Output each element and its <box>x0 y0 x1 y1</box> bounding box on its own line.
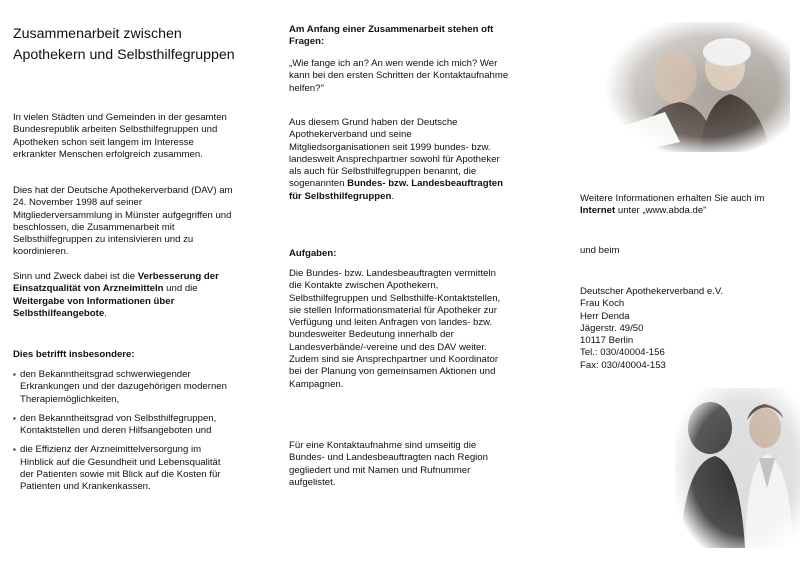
address-line: Jägerstr. 49/50 <box>580 322 644 334</box>
internet-label: Internet <box>580 205 616 217</box>
address-line: Deutscher Apothekerverband e.V. <box>580 286 724 297</box>
purpose-paragraph <box>13 271 235 320</box>
question-quote: „Wie fange ich an? An wen wende ich mich? Wer kann bei den ersten Schritten der Kontaktaufnahme helfen?" <box>289 58 509 94</box>
purpose-text-1: Sinn und Zweck dabei ist die <box>13 271 138 282</box>
page-title: Zusammenarbeit zwischen Apothekern und Selbsthilfegruppen <box>13 26 235 63</box>
reason-bold: Bundes- bzw. Landesbeauftragten für Selbsthilfegruppen <box>289 178 503 202</box>
info-paragraph <box>580 193 795 218</box>
bullet-item: ▪ die Effizienz der Arzneimittelversorgung im Hinblick auf die Gesundheit und Lebensqualität der Patienten sowie mit Blick auf die Kosten für Patienten und Krankenkassen. <box>13 444 235 493</box>
address-line: Herr Denda <box>580 310 630 322</box>
website-text: unter „www.abda.de" <box>615 205 707 217</box>
purpose-text-2: und die <box>163 283 198 295</box>
address-line: Tel.: 030/40004-156 <box>580 347 665 359</box>
address-line: 10117 Berlin <box>580 335 634 347</box>
reason-end: . <box>391 190 395 202</box>
address-line: Fax: 030/40004-153 <box>580 359 666 371</box>
intro-paragraph: In vielen Städten und Gemeinden in der gesamten Bundesrepublik arbeiten Selbsthilfegruppen und Apotheken schon seit langem im Interesse erkrankter Menschen erfolgreich zusammen. <box>13 112 227 160</box>
bullet-item: ▪ den Bekanntheitsgrad schwerwiegender Erkrankungen und der dazugehörigen modernen Therapiemöglichkeiten, <box>13 369 235 406</box>
tasks-heading: Aufgaben: <box>289 248 337 259</box>
elderly-couple-photo <box>605 22 790 152</box>
reason-text: Aus diesem Grund haben der Deutsche Apothekerverband und seine Mitgliedsorganisationen seit 1999 bundes- bzw. landesweit Ansprechpartner sowohl für Apotheker als auch für Selbsthilfegruppen benannt, die sogenannten <box>289 117 500 190</box>
dav-paragraph: Dies hat der Deutsche Apothekerverband (DAV) am 24. November 1998 auf seiner Mitgliederversammlung in Münster aufgegriffen und beschlossen, die Zusammenarbeit mit Selbsthilfegruppen zu intensivieren und zu koordinieren. <box>13 185 233 258</box>
purpose-bold-1: Verbesserung der Einsatzqualität von Arzneimitteln <box>13 271 219 295</box>
bullet-list <box>13 369 235 494</box>
contact-paragraph: Für eine Kontaktaufnahme sind umseitig die Bundes- und Landesbeauftragten nach Region gegliedert und mit Namen und Rufnummer aufgelistet. <box>289 440 488 488</box>
bullet-item: ▪ den Bekanntheitsgrad von Selbsthilfegruppen, Kontaktstellen und deren Hilfsangeboten und <box>13 413 235 438</box>
consultation-photo <box>675 388 800 548</box>
info-text: Weitere Informationen erhalten Sie auch im <box>580 193 765 204</box>
subheading: Dies betrifft insbesondere: <box>13 349 135 360</box>
purpose-bold-2: Weitergabe von Informationen über Selbsthilfeangebote <box>13 295 175 319</box>
purpose-text-3: . <box>104 307 107 319</box>
questions-heading: Am Anfang einer Zusammenarbeit stehen oft Fragen: <box>289 24 494 48</box>
address-block <box>580 286 795 372</box>
address-line: Frau Koch <box>580 298 625 310</box>
und-beim-text: und beim <box>580 245 620 256</box>
reason-paragraph <box>289 117 511 203</box>
tasks-paragraph: Die Bundes- bzw. Landesbeauftragten vermitteln die Kontakte zwischen Apothekern, Selbsthilfegruppen und Selbsthilfe-Kontaktstellen, sie stellen Informationsmaterial für Apotheker zur Verfügung und leiten Anfragen von landes- bzw. bundesweiter Bedeutung innerhalb der Landesverbände/-vereine und des DAV weiter. Zudem sind sie Ansprechpartner und Koordinator bei der Planung von gemeinsamen Aktionen und Kampagnen. <box>289 268 501 390</box>
